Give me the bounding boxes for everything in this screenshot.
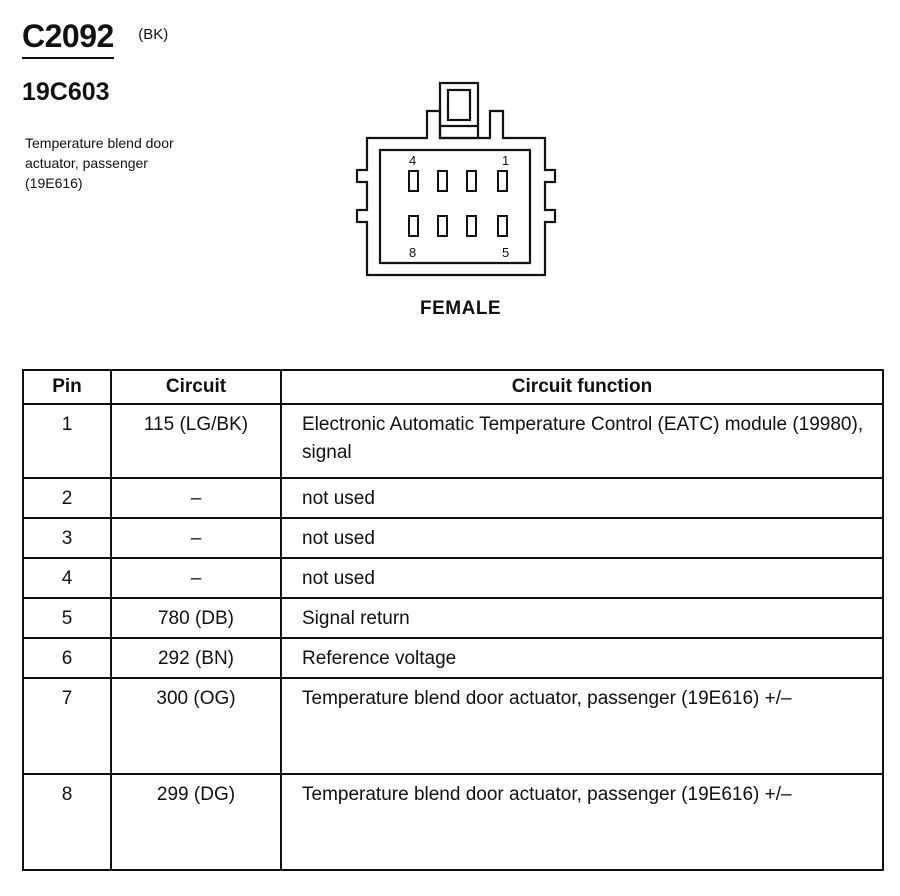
cell-pin: 3 <box>23 518 111 558</box>
cell-pin: 8 <box>23 774 111 870</box>
cell-pin: 6 <box>23 638 111 678</box>
cell-circuit: 292 (BN) <box>111 638 281 678</box>
cell-function: Signal return <box>281 598 883 638</box>
cell-function: Electronic Automatic Temperature Control (EATC) module (19980), signal <box>281 404 883 478</box>
connector-header <box>22 18 168 59</box>
cavity-1 <box>498 171 507 191</box>
cavity-2 <box>467 171 476 191</box>
terminal-cavities <box>409 171 507 236</box>
cell-function: Reference voltage <box>281 638 883 678</box>
cavity-8 <box>409 216 418 236</box>
cavity-7 <box>438 216 447 236</box>
table-row <box>23 518 883 558</box>
connector-face-diagram <box>345 78 565 278</box>
table-row <box>23 478 883 518</box>
pin-label-1: 1 <box>502 153 510 168</box>
pin-label-8: 8 <box>409 245 417 260</box>
connector-description: Temperature blend door actuator, passenger (19E616) <box>25 135 174 191</box>
table-row <box>23 638 883 678</box>
table-row <box>23 558 883 598</box>
cell-function: Temperature blend door actuator, passenger (19E616) +/– <box>281 678 883 774</box>
cell-function: not used <box>281 518 883 558</box>
cell-pin: 2 <box>23 478 111 518</box>
cell-function: Temperature blend door actuator, passenger (19E616) +/– <box>281 774 883 870</box>
cell-function: not used <box>281 478 883 518</box>
pin-label-5: 5 <box>502 245 510 260</box>
header-circuit: Circuit <box>111 370 281 404</box>
header-circuit-function: Circuit function <box>281 370 883 404</box>
cavity-6 <box>467 216 476 236</box>
part-number: 19C603 <box>22 78 110 106</box>
cell-circuit: 780 (DB) <box>111 598 281 638</box>
pin-label-4: 4 <box>409 153 417 168</box>
table-row <box>23 678 883 774</box>
cavity-5 <box>498 216 507 236</box>
cavity-3 <box>438 171 447 191</box>
table-header-row <box>23 370 883 404</box>
cell-pin: 5 <box>23 598 111 638</box>
cavity-4 <box>409 171 418 191</box>
cell-function: not used <box>281 558 883 598</box>
connector-id: C2092 <box>22 18 114 59</box>
table-row <box>23 774 883 870</box>
cell-circuit: 299 (DG) <box>111 774 281 870</box>
cell-circuit: 300 (OG) <box>111 678 281 774</box>
pinout-table <box>22 369 884 871</box>
table-row <box>23 598 883 638</box>
cell-circuit: 115 (LG/BK) <box>111 404 281 478</box>
cell-pin: 4 <box>23 558 111 598</box>
cell-pin: 1 <box>23 404 111 478</box>
cell-pin: 7 <box>23 678 111 774</box>
table-row <box>23 404 883 478</box>
header-pin: Pin <box>23 370 111 404</box>
connector-color-code: (BK) <box>138 26 169 43</box>
cell-circuit: – <box>111 518 281 558</box>
cell-circuit: – <box>111 478 281 518</box>
cell-circuit: – <box>111 558 281 598</box>
connector-gender: FEMALE <box>420 298 502 319</box>
